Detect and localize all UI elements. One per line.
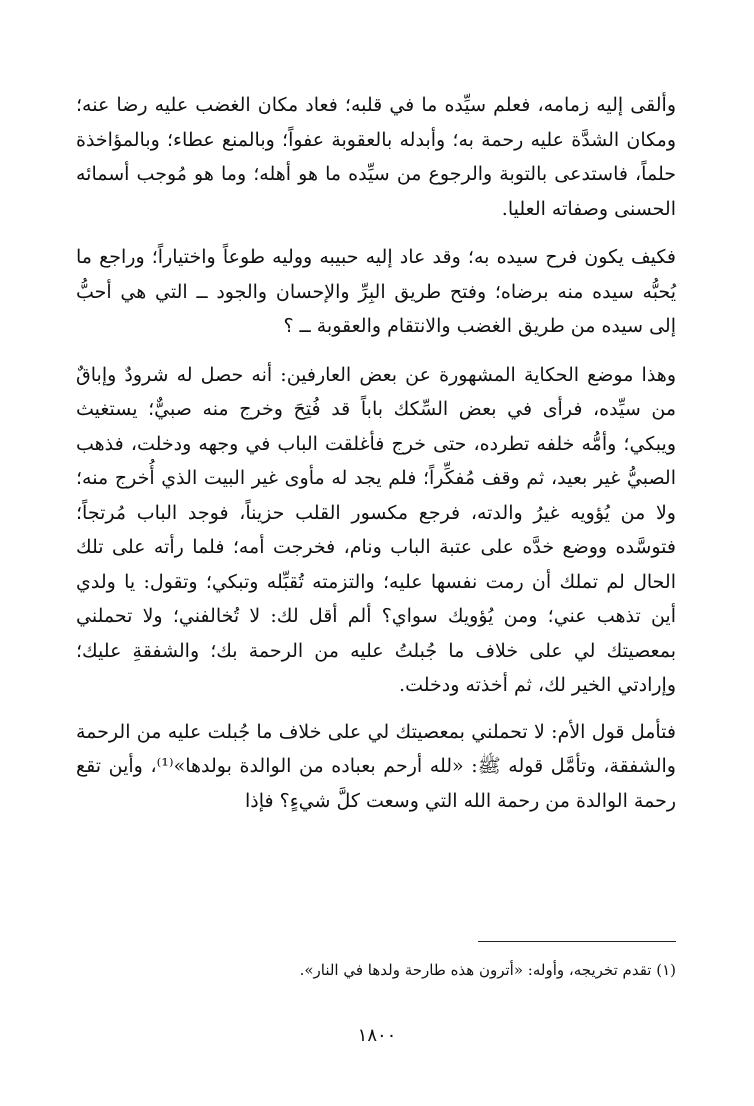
paragraph-4: فتأمل قول الأم: لا تحملني بمعصيتك لي على خلاف ما جُبلت عليه من الرحمة والشفقة، وتأمَّل قوله ﷺ: «لله أرحم بعباده من الوالدة بولدها»⁽¹⁾، وأين تقع رحمة الوالدة من رحمة الله التي وسعت كلَّ شيءٍ؟ فإذا <box>76 720 676 812</box>
page-number: ١٨٠٠ <box>357 1025 397 1046</box>
paragraph-1: وألقى إليه زمامه، فعلم سيِّده ما في قلبه؛ فعاد مكان الغضب عليه رضا عنه؛ ومكان الشدَّة عليه رحمة به؛ وأبدله بالعقوبة عفواً؛ وبالمنع عطاء؛ وبالمؤاخذة حلماً، فاستدعى بالتوبة والرجوع من سيِّده ما هو أهله؛ وما هو مُوجب أسمائه الحسنى وصفاته العليا. <box>76 94 677 220</box>
paragraph-2: فكيف يكون فرح سيده به؛ وقد عاد إليه حبيبه ووليه طوعاً واختياراً؛ وراجع ما يُحبُّه سيده منه برضاه؛ وفتح طريق البِرِّ والإحسان والجود ــ التي هي أحبُّ إلى سيده من طريق الغضب والانتقام والعقوبة ــ ؟ <box>76 246 676 337</box>
footnote-divider <box>478 941 676 942</box>
paragraph-3: وهذا موضع الحكاية المشهورة عن بعض العارفين: أنه حصل له شرودٌ وإباقٌ من سيِّده، فرأى في بعض السِّكك باباً قد فُتِحَ وخرج منه صبيٌّ؛ يستغيث ويبكي؛ وأمُّه خلفه تطرده، حتى خرج فأغلقت الباب في وجهه ودخلت، فذهب الصبيُّ غير بعيد، ثم وقف مُفكِّراً؛ فلم يجد له مأوى غير البيت الذي أُخرج منه؛ ولا من يُؤويه غيرُ والدته، فرجع مكسور القلب حزيناً، فوجد الباب مُرتجاً؛ فتوسَّده ووضع خدَّه على عتبة الباب ونام، فخرجت أمه؛ فلما رأته على تلك الحال لم تملك أن رمت نفسها عليه؛ والتزمته تُقبِّله وتبكي؛ وتقول: يا ولدي أين تذهب عني؛ ومن يُؤويك سواي؟ ألم أقل لك: لا تُخالفني؛ ولا تحملني بمعصيتك لي على خلاف ما جُبلتُ عليه من الرحمة بك؛ والشفقةِ عليك؛ وإرادتي الخير لك، ثم أخذته ودخلت. <box>76 363 676 696</box>
footnote: (١) تقدم تخريجه، وأوله: «أترون هذه طارحة ولدها في النار». <box>299 961 676 979</box>
